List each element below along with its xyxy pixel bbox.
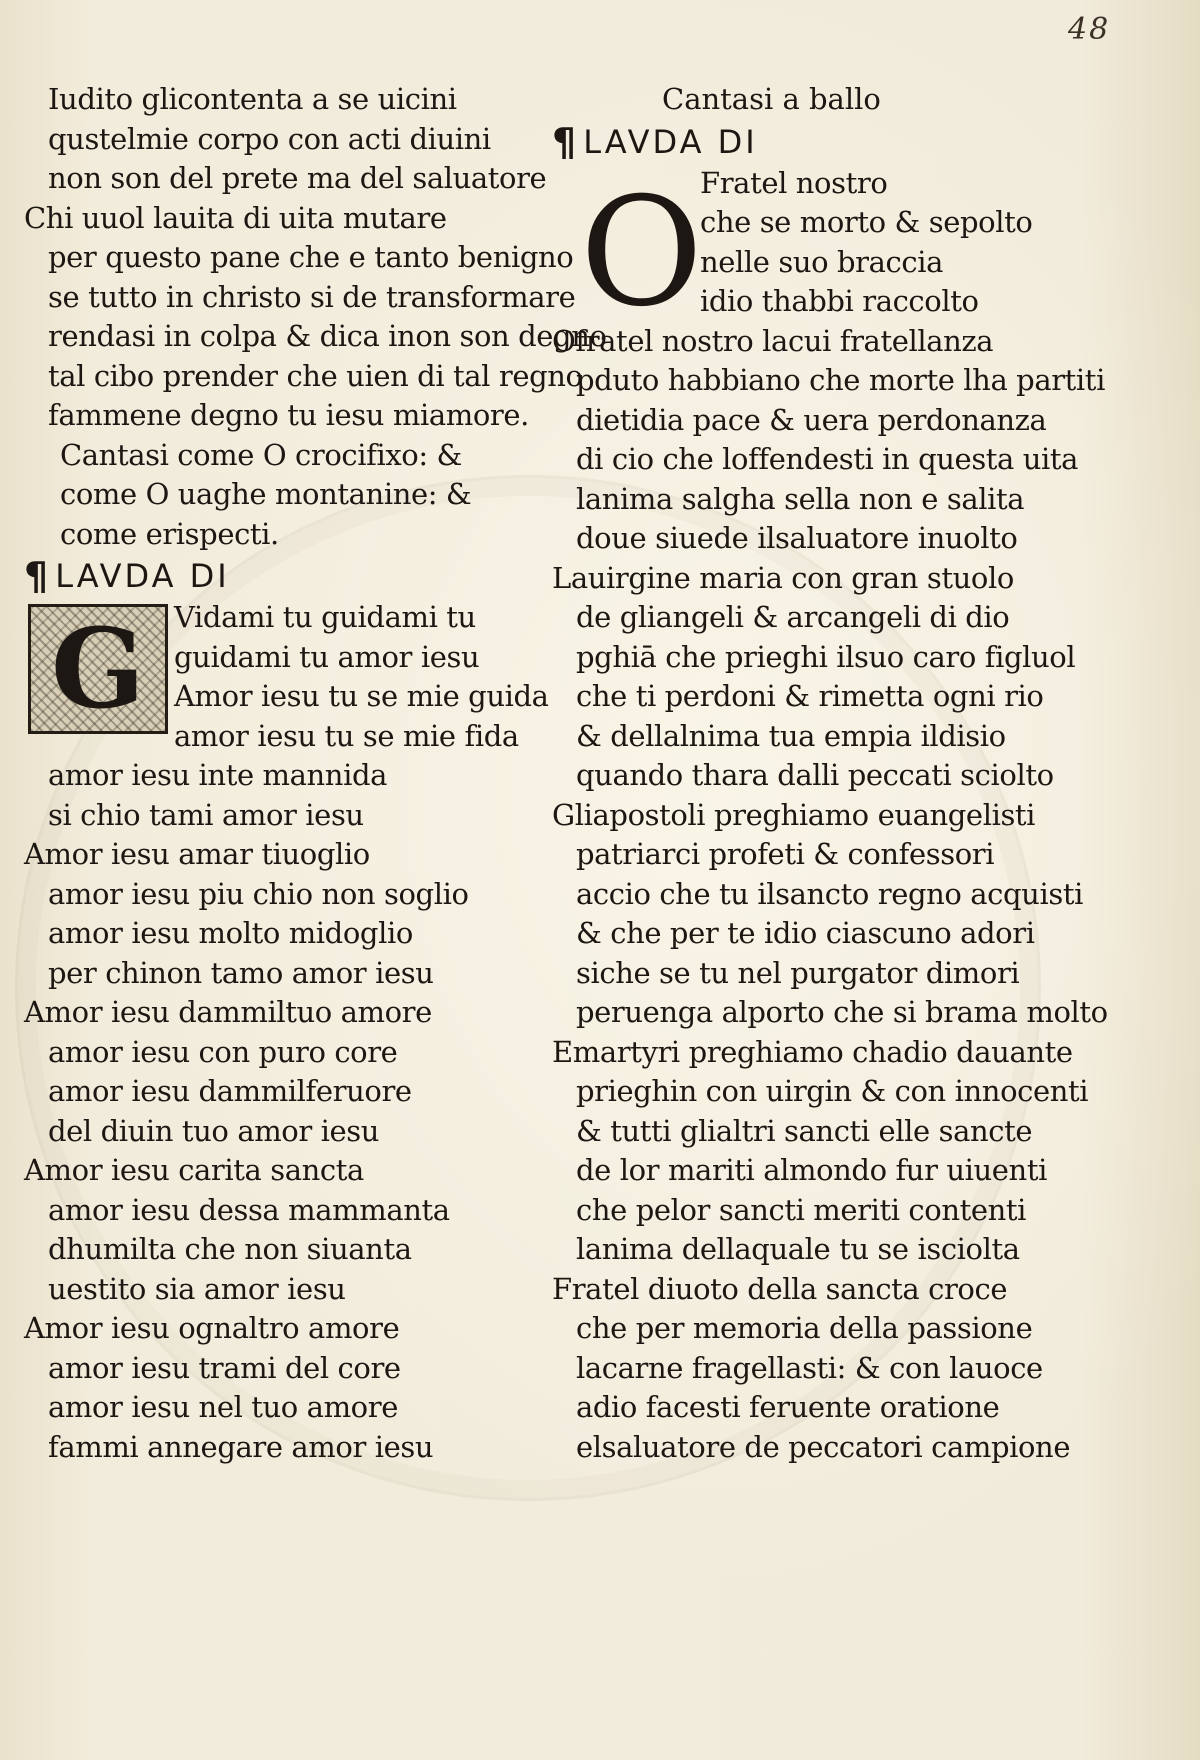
verse-line: qustelmie corpo con acti diuini	[48, 121, 491, 156]
rubric-line: Cantasi come O crocifixo: &	[60, 437, 462, 472]
verse-line: Amor iesu ognaltro amore	[24, 1311, 400, 1345]
verse-line: amor iesu molto midoglio	[48, 916, 413, 950]
verse-line: prieghin con uirgin & con innocenti	[576, 1074, 1089, 1108]
verse-line: si chio tami amor iesu	[48, 797, 364, 832]
verse-line: de lor mariti almondo fur uiuenti	[576, 1153, 1047, 1187]
verse-line: Amor iesu dammiltuo amore	[24, 995, 432, 1029]
decorated-initial: G	[28, 604, 168, 734]
verse-line: Ofratel nostro lacui fratellanza	[552, 323, 994, 358]
verse-line: amor iesu nel tuo amore	[48, 1390, 398, 1424]
verse-line: rendasi in colpa & dica inon son degno	[48, 319, 607, 353]
verse-line: lacarne fragellasti: & con lauoce	[576, 1350, 1043, 1385]
lauda-heading	[552, 120, 1092, 164]
verse-line: & che per te idio ciascuno adori	[576, 916, 1035, 950]
verse-line: de gliangeli & arcangeli di dio	[576, 600, 1010, 634]
verse-line: che ti perdoni & rimetta ogni rio	[576, 679, 1044, 713]
verse-line: amor iesu dammilferuore	[48, 1074, 412, 1108]
verse-line: Amor iesu carita sancta	[24, 1153, 364, 1187]
verse-line: amor iesu dessa mammanta	[48, 1192, 450, 1227]
verse-line: Chi uuol lauita di uita mutare	[24, 200, 447, 235]
rubric-line: come O uaghe montanine: &	[60, 477, 472, 511]
verse-line: Vidami tu guidami tu	[174, 600, 476, 634]
lauda-heading	[24, 554, 544, 598]
verse-line: amor iesu piu chio non soglio	[48, 876, 469, 911]
rubric-line: come erispecti.	[60, 516, 279, 551]
verse-line: guidami tu amor iesu	[174, 639, 480, 674]
verse-line: che pelor sancti meriti contenti	[576, 1192, 1027, 1227]
verse-line: del diuin tuo amor iesu	[48, 1113, 380, 1148]
verse-line: fammi annegare amor iesu	[48, 1429, 434, 1464]
verse-line: amor iesu tu se mie fida	[174, 718, 519, 753]
verse-line: lanima dellaquale tu se isciolta	[576, 1232, 1020, 1266]
verse-line: doue siuede ilsaluatore inuolto	[576, 521, 1018, 555]
verse-line: dhumilta che non siuanta	[48, 1232, 412, 1266]
left-column	[24, 80, 607, 1467]
verse-line: nelle suo braccia	[700, 244, 943, 279]
verse-line: se tutto in christo si de transformare	[48, 279, 576, 314]
folio-number: 48	[1068, 12, 1111, 47]
verse-line: tal cibo prender che uien di tal regno	[48, 358, 583, 393]
verse-line: amor iesu trami del core	[48, 1350, 401, 1385]
lauda-heading-text: LAVDA DI	[55, 557, 230, 595]
verse-line: elsaluatore de peccatori campione	[576, 1429, 1071, 1464]
lauda-heading-text: LAVDA DI	[583, 122, 758, 161]
verse-line: pghiā che prieghi ilsuo caro figluol	[576, 639, 1076, 674]
verse-line: quando thara dalli peccati sciolto	[576, 758, 1054, 792]
verse-line: Emartyri preghiamo chadio dauante	[552, 1034, 1073, 1069]
verse-line: che se morto & sepolto	[700, 205, 1033, 239]
verse-line: per questo pane che e tanto benigno	[48, 240, 574, 274]
verse-line: Amor iesu tu se mie guida	[174, 679, 549, 713]
initial-block	[24, 598, 549, 756]
verse-line: non son del prete ma del saluatore	[48, 161, 547, 195]
large-initial: O	[580, 165, 703, 340]
verse-line: Gliapostoli preghiamo euangelisti	[552, 797, 1036, 832]
verse-line: uestito sia amor iesu	[48, 1271, 346, 1306]
verse-line: idio thabbi raccolto	[700, 284, 979, 318]
rubric-line: Cantasi a ballo	[662, 82, 881, 116]
verse-line: amor iesu con puro core	[48, 1034, 398, 1069]
paragraph-mark: ¶	[552, 119, 580, 164]
verse-line: & tutti glialtri sancti elle sancte	[576, 1113, 1033, 1148]
verse-line: lanima salgha sella non e salita	[576, 481, 1025, 516]
verse-line: dietidia pace & uera perdonanza	[576, 402, 1047, 437]
right-column	[552, 80, 1108, 1467]
paragraph-mark: ¶	[24, 554, 52, 598]
verse-line: Fratel diuoto della sancta croce	[552, 1271, 1008, 1306]
verse-line: per chinon tamo amor iesu	[48, 955, 434, 990]
verse-line: Amor iesu amar tiuoglio	[24, 837, 370, 871]
verse-line: Iudito glicontenta a se uicini	[48, 82, 457, 116]
initial-block	[552, 164, 1092, 340]
verse-line: accio che tu ilsancto regno acquisti	[576, 876, 1083, 911]
initial-lines	[700, 164, 1032, 322]
verse-line: adio facesti feruente oratione	[576, 1390, 1000, 1424]
verse-line: fammene degno tu iesu miamore.	[48, 398, 529, 432]
verse-line: amor iesu inte mannida	[48, 758, 388, 792]
initial-lines	[174, 598, 549, 756]
verse-line: di cio che loffendesti in questa uita	[576, 442, 1079, 476]
verse-line: patriarci profeti & confessori	[576, 837, 995, 871]
verse-line: Fratel nostro	[700, 165, 888, 200]
verse-line: & dellalnima tua empia ildisio	[576, 718, 1006, 753]
verse-line: Lauirgine maria con gran stuolo	[552, 560, 1014, 595]
verse-line: siche se tu nel purgator dimori	[576, 955, 1020, 990]
verse-line: peruenga alporto che si brama molto	[576, 995, 1108, 1029]
verse-line: che per memoria della passione	[576, 1311, 1033, 1345]
verse-line: pduto habbiano che morte lha partiti	[576, 363, 1105, 397]
